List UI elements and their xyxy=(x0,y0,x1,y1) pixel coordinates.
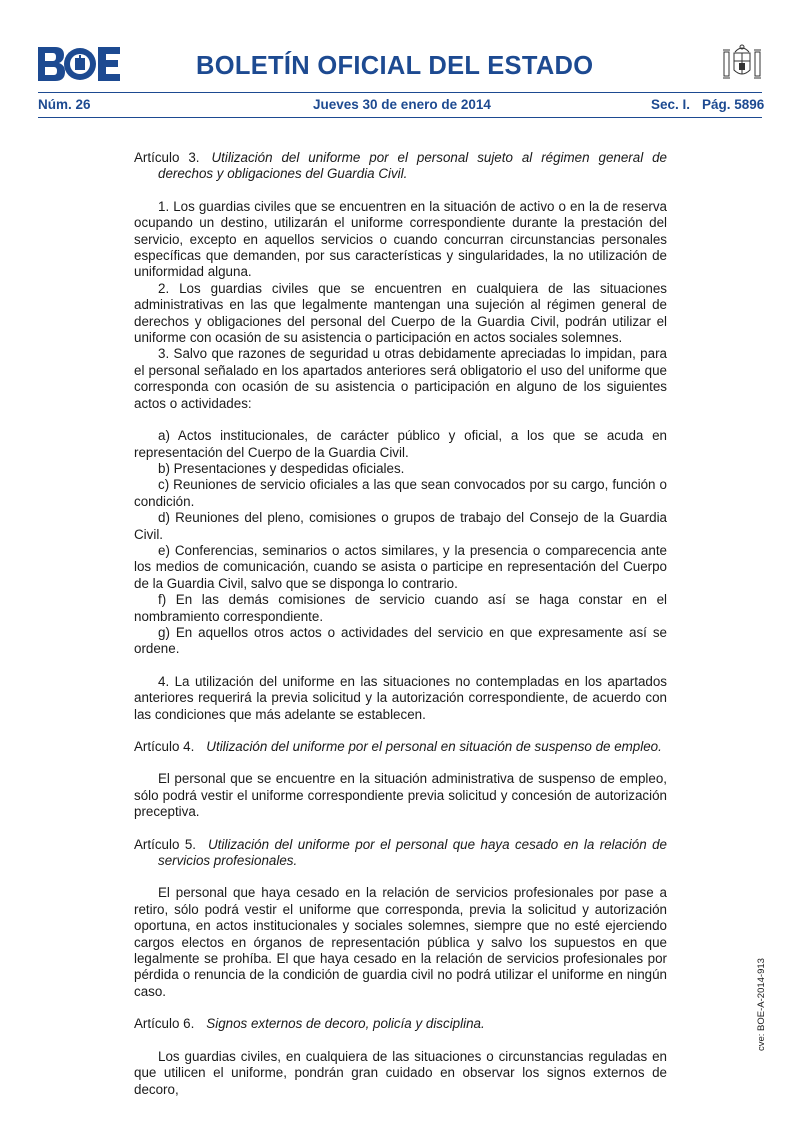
page-title: BOLETÍN OFICIAL DEL ESTADO xyxy=(196,52,594,80)
article-6-heading xyxy=(134,1016,667,1032)
boe-logo xyxy=(38,47,120,81)
article-4-paragraph-1: El personal que se encuentre en la situación administrativa de suspenso de empleo, sólo podrá vestir el uniforme correspondiente previa solicitud y concesión de autorización preceptiva. xyxy=(134,771,667,820)
list-item-c: c) Reuniones de servicio oficiales a las que sean convocados por su cargo, función o condición. xyxy=(134,477,667,509)
article-3-paragraph-1: 1. Los guardias civiles que se encuentren en la situación de activo o en la de reserva ocupando un destino, utilizarán el uniforme correspondiente durante la prestación del servicio, excepto en aquellos servicios o cuando concurran circunstancias personales específicas que demanden, por sus características y singularidades, la no utilización de uniformidad alguna. xyxy=(134,198,667,280)
header-rule-bottom xyxy=(38,117,762,118)
article-3-heading xyxy=(134,150,667,183)
article-3-paragraph-4: 4. La utilización del uniforme en las situaciones no contempladas en los apartados anteriores requerirá la previa solicitud y la autorización correspondiente, de acuerdo con las condiciones que más adelante se establecen. xyxy=(134,673,667,722)
article-5-number: Artículo 5. xyxy=(134,836,196,852)
cve-identifier: cve: BOE-A-2014-913 xyxy=(756,958,767,1051)
article-3-number: Artículo 3. xyxy=(134,150,200,165)
article-3-paragraph-2: 2. Los guardias civiles que se encuentren en cualquiera de las situaciones administrativas en las que legalmente mantengan una sujeción al régimen general de derechos y obligaciones del personal del Cuerpo de la Guardia Civil, podrán utilizar el uniforme con ocasión de su asistencia o participación en actos sociales solemnes. xyxy=(134,280,667,346)
header-rule-top xyxy=(38,92,762,93)
article-5-paragraph-1: El personal que haya cesado en la relación de servicios profesionales por pase a retiro, sólo podrá vestir el uniforme que corresponda, previa la solicitud y autorización oportuna, en actos institucionales y sociales solemnes, siempre que no esté ejerciendo cargos electos en órganos de representación pública y salvo los supuestos en que legalmente se prohíba. El que haya cesado en la relación de servicios profesionales por pérdida o renuncia de la condición de guardia civil no podrá utilizar el uniforme en ningún caso. xyxy=(134,885,667,999)
article-3-title: Utilización del uniforme por el personal sujeto al régimen general de derechos y obligaciones del Guardia Civil. xyxy=(158,150,667,182)
issue-date: Jueves 30 de enero de 2014 xyxy=(313,97,491,112)
page-number: Pág. 5896 xyxy=(702,97,765,112)
article-4-heading xyxy=(134,739,667,755)
article-6-number: Artículo 6. xyxy=(134,1016,195,1032)
list-item-e: e) Conferencias, seminarios o actos similares, y la presencia o comparecencia ante los medios de comunicación, cuando se asista o participe en representación del Cuerpo de la Guardia Civil, salvo que se disponga lo contrario. xyxy=(134,542,667,591)
document-body xyxy=(134,150,667,1098)
list-item-g: g) En aquellos otros actos o actividades del servicio en que expresamente así se ordene. xyxy=(134,624,667,657)
article-5-heading xyxy=(134,837,667,870)
article-3-paragraph-3: 3. Salvo que razones de seguridad u otras debidamente apreciadas lo impidan, para el personal señalado en los apartados anteriores será obligatorio el uso del uniforme que corresponda con ocasión de su asistencia o participación en alguno de los siguientes actos o actividades: xyxy=(134,346,667,411)
list-item-a: a) Actos institucionales, de carácter público y oficial, a los que se acuda en representación del Cuerpo de la Guardia Civil. xyxy=(134,428,667,460)
coat-of-arms-icon xyxy=(719,40,765,86)
list-item-f: f) En las demás comisiones de servicio cuando así se haga constar en el nombramiento correspondiente. xyxy=(134,592,667,624)
article-4-number: Artículo 4. xyxy=(134,739,195,754)
section-label: Sec. I. xyxy=(651,97,691,112)
article-4-title: Utilización del uniforme por el personal en situación de suspenso de empleo. xyxy=(206,739,662,754)
article-5-title: Utilización del uniforme por el personal que haya cesado en la relación de servicios profesionales. xyxy=(158,836,667,869)
issue-number: Núm. 26 xyxy=(38,97,91,112)
list-item-b: b) Presentaciones y despedidas oficiales. xyxy=(158,460,405,476)
list-item-d: d) Reuniones del pleno, comisiones o grupos de trabajo del Consejo de la Guardia Civil. xyxy=(134,510,667,542)
article-6-title: Signos externos de decoro, policía y disciplina. xyxy=(206,1016,485,1032)
article-6-paragraph-1: Los guardias civiles, en cualquiera de las situaciones o circunstancias reguladas en que utilicen el uniforme, pondrán gran cuidado en observar los signos externos de decoro, xyxy=(134,1048,667,1097)
